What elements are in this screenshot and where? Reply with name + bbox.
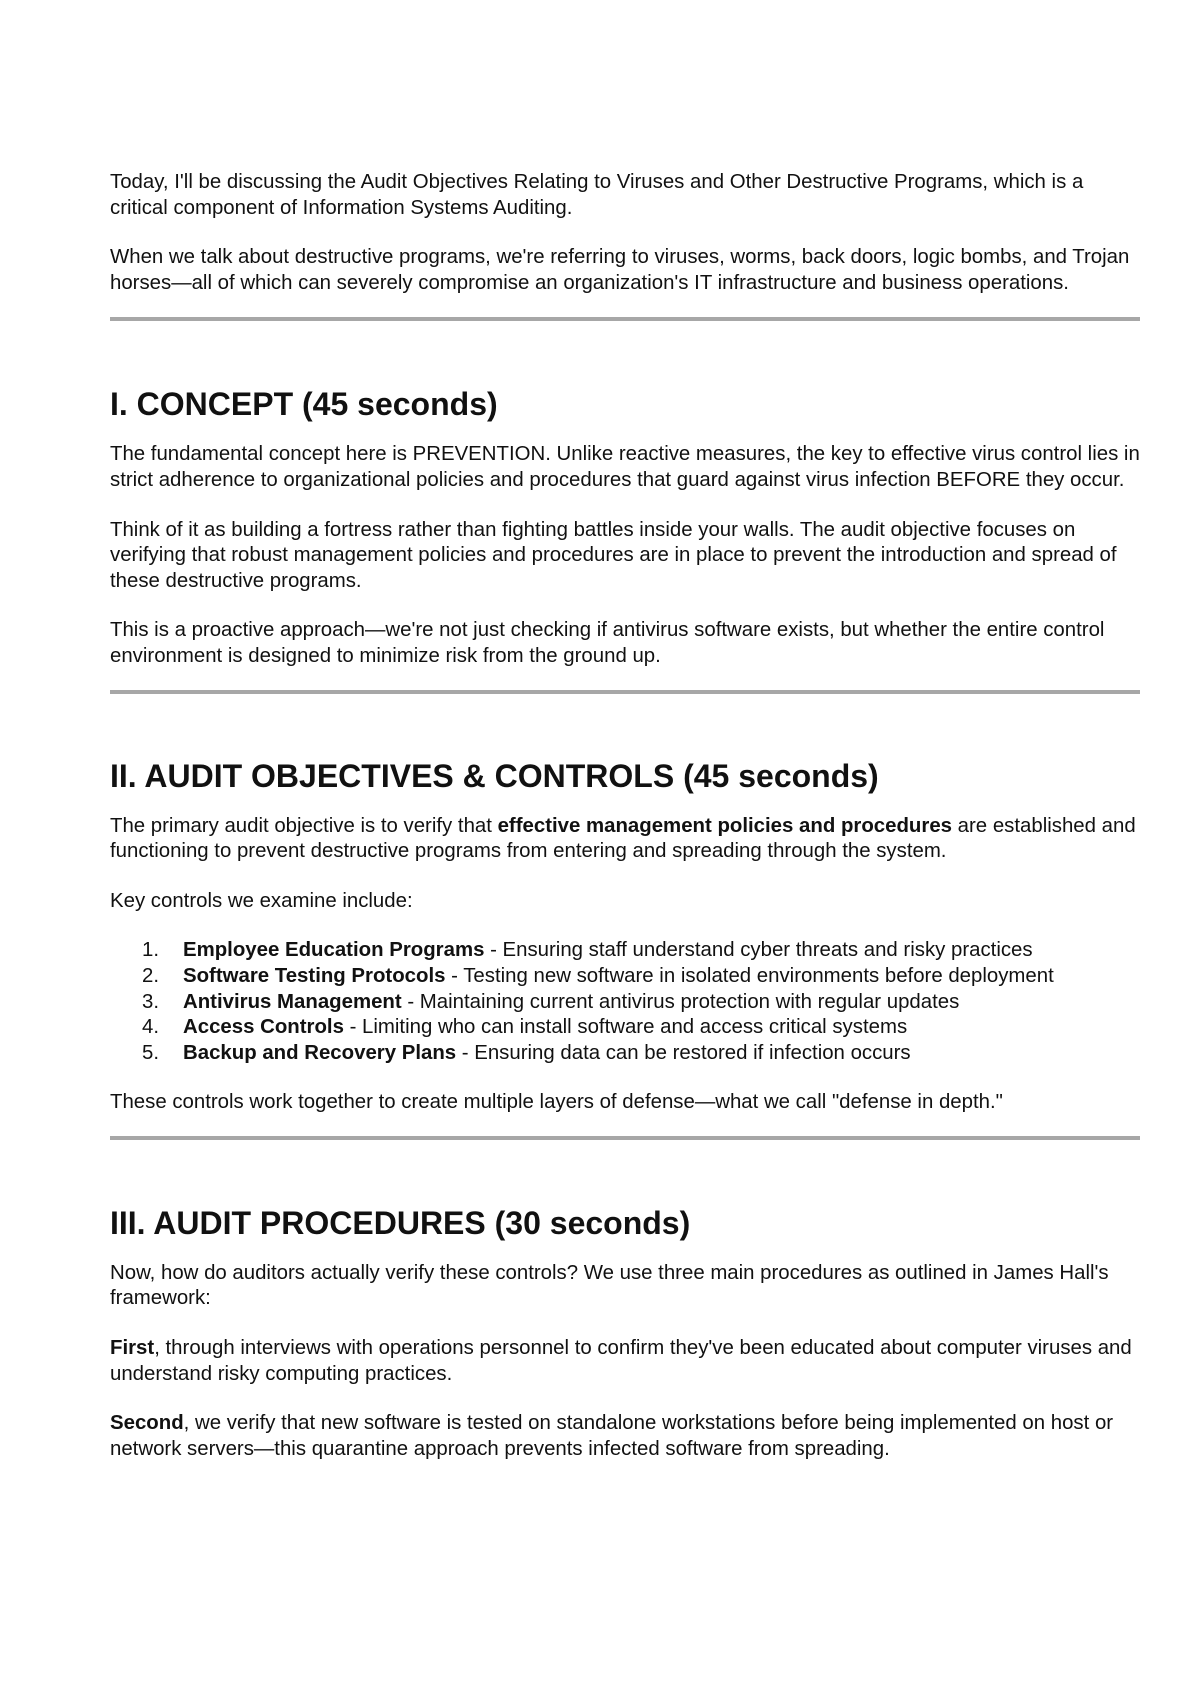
- list-item: [110, 938, 1140, 964]
- objectives-paragraph-3: These controls work together to create multiple layers of defense—what we call "defense in depth.": [110, 1091, 1003, 1114]
- procedures-paragraph-2: [110, 1336, 1140, 1387]
- list-item-number: 2.: [142, 964, 160, 987]
- procedures-paragraph-3: [110, 1411, 1140, 1462]
- section-divider: [110, 1136, 1140, 1140]
- document-page: [110, 170, 1140, 1462]
- list-item-title: Access Controls: [183, 1016, 344, 1039]
- objectives-p1-post: are established and functioning to prevent destructive programs from entering and spreading through the system.: [110, 814, 1136, 863]
- list-item: [110, 964, 1140, 990]
- objectives-paragraph-1: [110, 814, 1140, 865]
- list-item: [110, 990, 1140, 1016]
- list-item: [110, 1041, 1140, 1067]
- concept-paragraph-2: Think of it as building a fortress rather than fighting battles inside your walls. The audit objective focuses on verifying that robust management policies and procedures are in place to prevent the introduction and spread of these destructive programs.: [110, 518, 1117, 592]
- list-item-desc: - Maintaining current antivirus protection with regular updates: [401, 990, 960, 1013]
- list-item-title: Employee Education Programs: [183, 939, 485, 962]
- concept-paragraph-3: This is a proactive approach—we're not just checking if antivirus software exists, but whether the entire control environment is designed to minimize risk from the ground up.: [110, 619, 1105, 667]
- list-item-desc: - Limiting who can install software and access critical systems: [343, 1016, 908, 1039]
- procedures-first-label: First: [110, 1337, 155, 1360]
- concept-paragraph-1: The fundamental concept here is PREVENTION. Unlike reactive measures, the key to effective virus control lies in strict adherence to organizational policies and procedures that guard against virus infection BEFORE they occur.: [110, 443, 1140, 491]
- list-item-desc: - Testing new software in isolated environments before deployment: [445, 964, 1054, 987]
- intro-paragraph-2: When we talk about destructive programs, we're referring to viruses, worms, back doors, logic bombs, and Trojan horses—all of which can severely compromise an organization's IT infrastructure and business operations.: [110, 246, 1130, 294]
- list-item-number: 4.: [142, 1016, 160, 1039]
- list-item-desc: - Ensuring data can be restored if infection occurs: [456, 1041, 911, 1064]
- list-item-number: 3.: [142, 990, 160, 1013]
- list-item-desc: - Ensuring staff understand cyber threats and risky practices: [484, 939, 1033, 962]
- section-heading-procedures: III. AUDIT PROCEDURES (30 seconds): [110, 1204, 691, 1241]
- list-item: [110, 1015, 1140, 1041]
- section-divider: [110, 690, 1140, 694]
- list-item-number: 5.: [142, 1041, 160, 1064]
- objectives-paragraph-2: Key controls we examine include:: [110, 889, 413, 912]
- section-heading-objectives: II. AUDIT OBJECTIVES & CONTROLS (45 seconds): [110, 757, 879, 794]
- objectives-p1-pre: The primary audit objective is to verify that: [110, 814, 498, 837]
- procedures-paragraph-1: Now, how do auditors actually verify these controls? We use three main procedures as outlined in James Hall's framework:: [110, 1261, 1109, 1310]
- procedures-first-text: , through interviews with operations personnel to confirm they've been educated about computer viruses and understand risky computing practices.: [110, 1337, 1132, 1385]
- list-item-number: 1.: [142, 939, 160, 962]
- intro-paragraph-1: Today, I'll be discussing the Audit Objectives Relating to Viruses and Other Destructive Programs, which is a critical component of Information Systems Auditing.: [110, 171, 1084, 219]
- section-divider: [110, 317, 1140, 321]
- list-item-title: Antivirus Management: [183, 990, 402, 1013]
- list-item-title: Software Testing Protocols: [183, 964, 446, 987]
- controls-list: [110, 938, 1140, 1066]
- procedures-second-text: , we verify that new software is tested on standalone workstations before being implemented on host or network servers—this quarantine approach prevents infected software from spreading.: [110, 1412, 1114, 1460]
- objectives-p1-bold: effective management policies and procedures: [497, 814, 953, 837]
- procedures-second-label: Second: [110, 1412, 184, 1435]
- list-item-title: Backup and Recovery Plans: [183, 1041, 457, 1064]
- section-heading-concept: I. CONCEPT (45 seconds): [110, 386, 498, 423]
